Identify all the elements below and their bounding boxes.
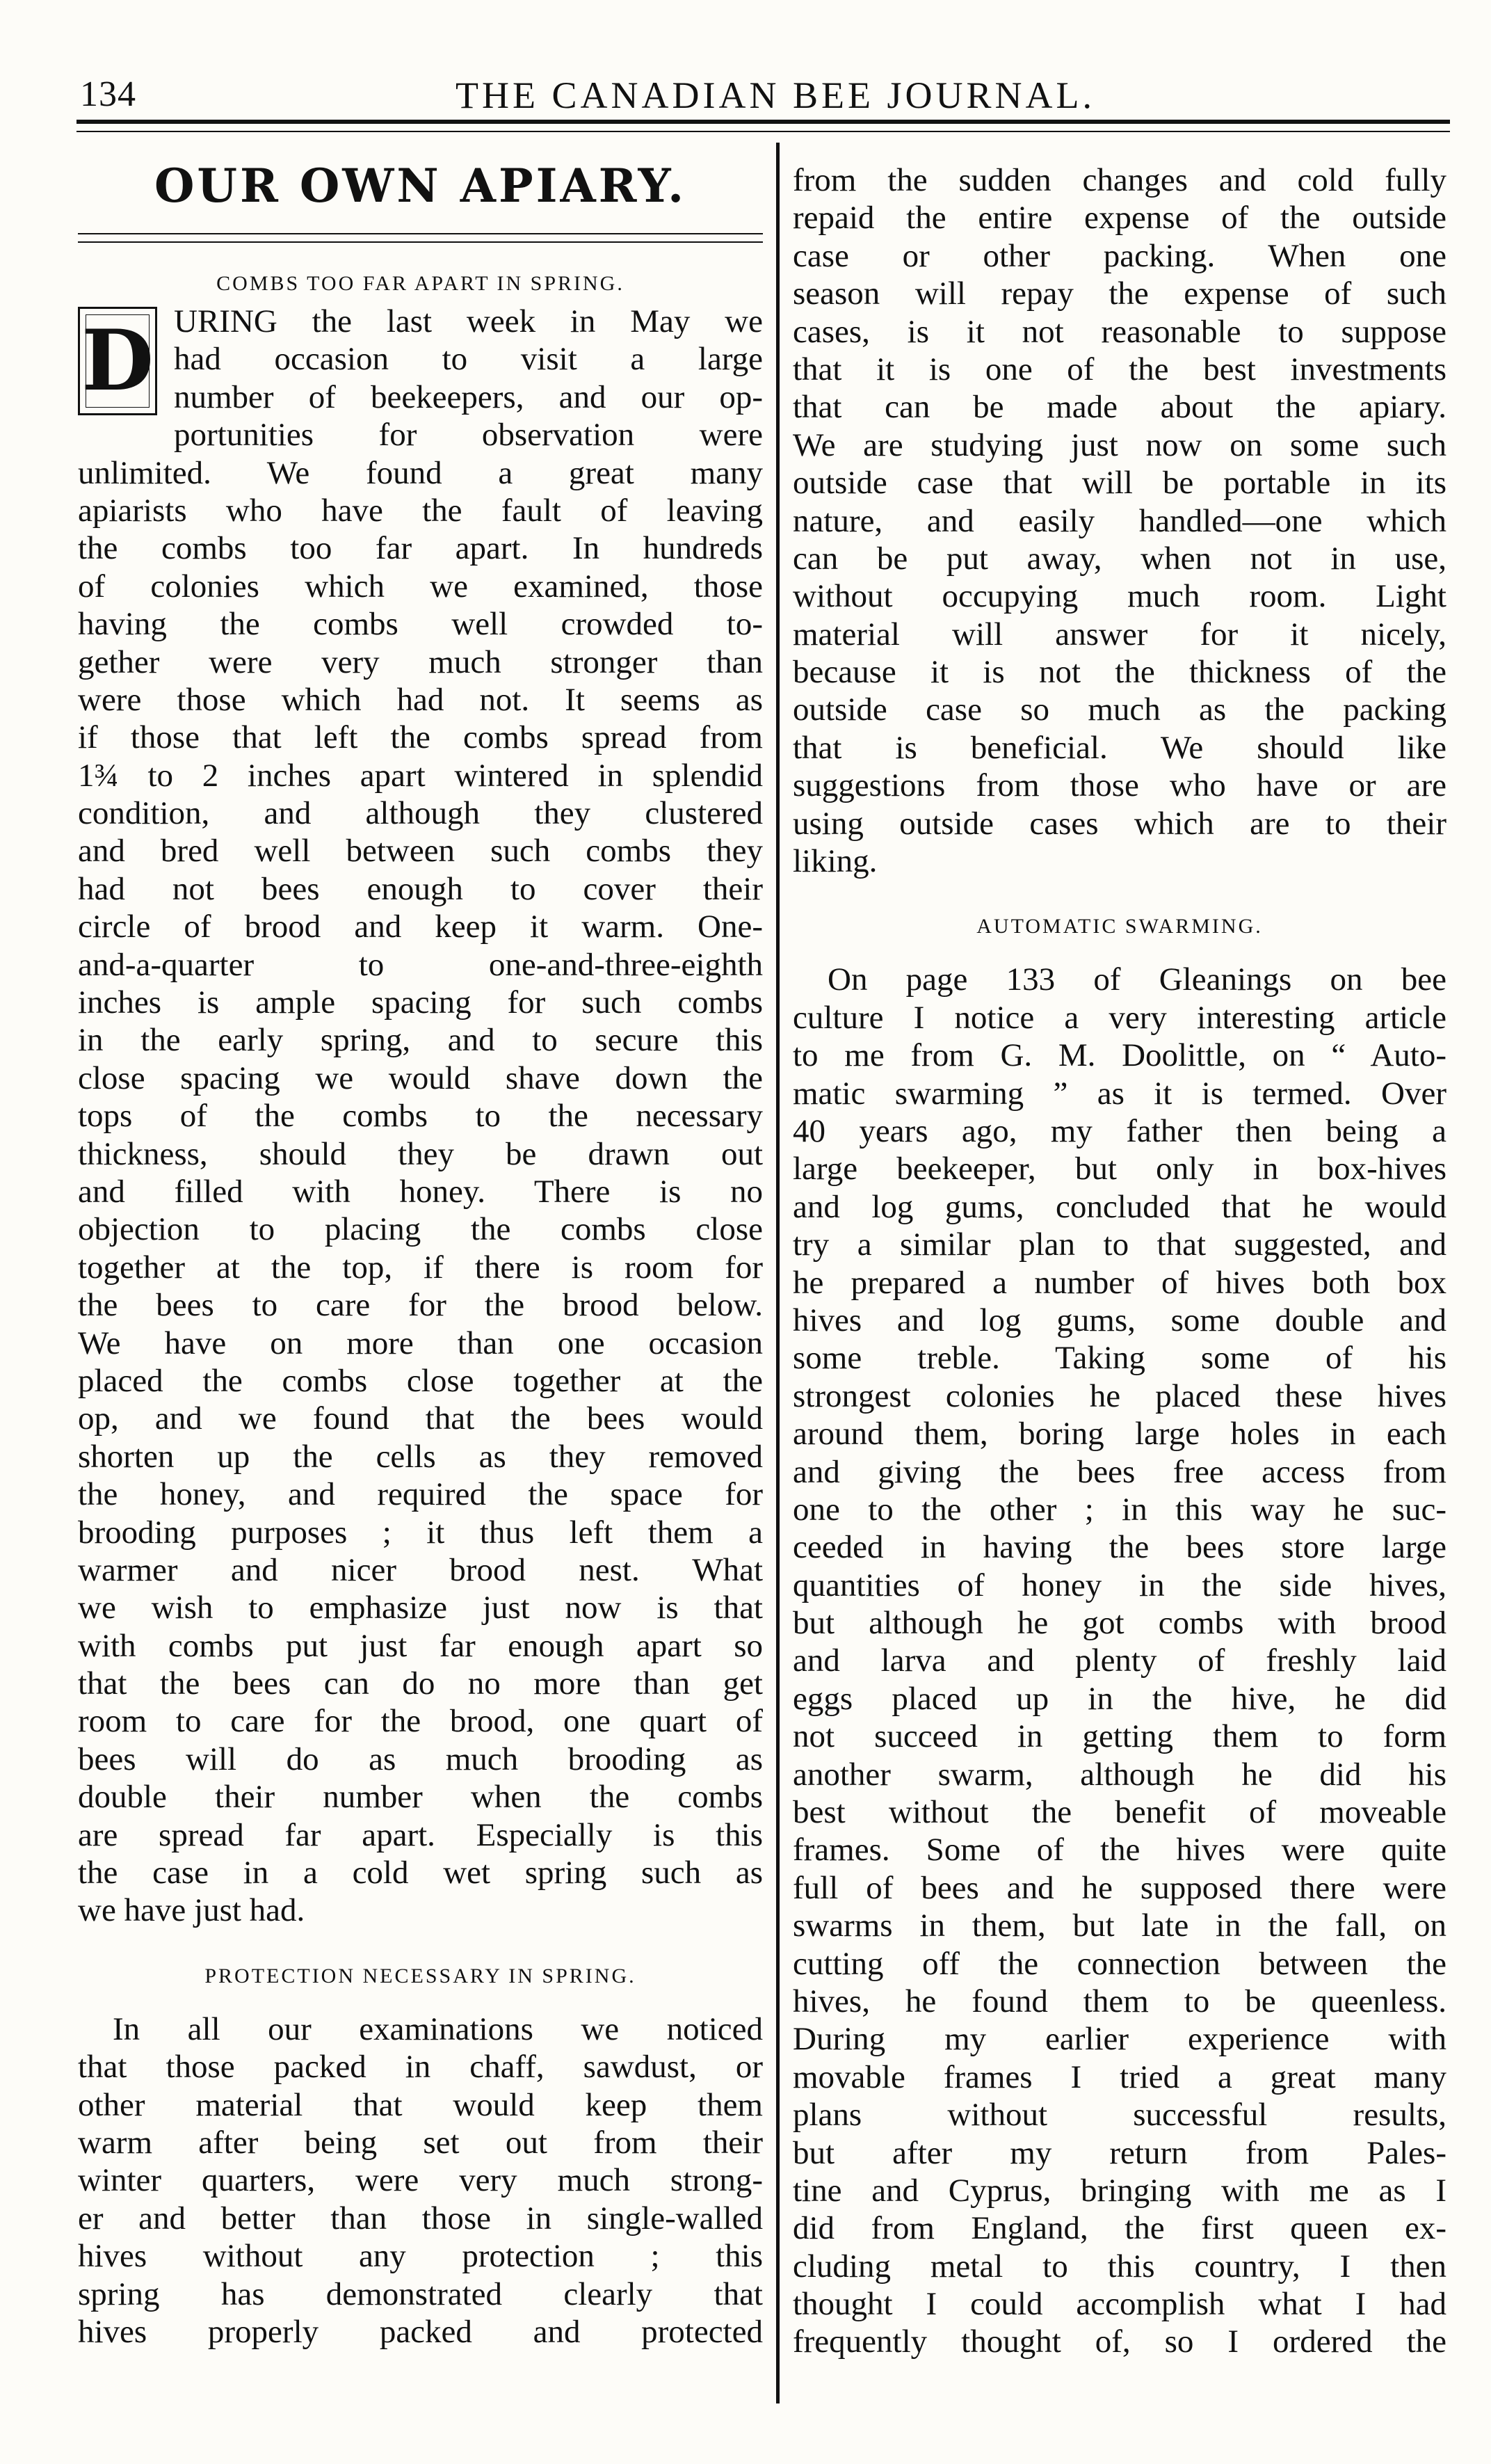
text-line: and-a-quarter to one-and-three-eighth xyxy=(78,946,763,983)
text-line: gether were very much stronger than xyxy=(78,643,763,680)
right-column xyxy=(793,161,1446,2361)
text-line: ceeded in having the bees store large xyxy=(793,1529,1446,1566)
text-line: movable frames I tried a great many xyxy=(793,2058,1446,2095)
text-line: are spread far apart. Especially is this xyxy=(78,1816,763,1853)
text-line: hives, he found them to be queenless. xyxy=(793,1983,1446,2019)
text-line: brooding purposes ; it thus left them a xyxy=(78,1514,763,1551)
text-line: During my earlier experience with xyxy=(793,2021,1446,2058)
text-line: 40 years ago, my father then being a xyxy=(793,1112,1446,1149)
text-line: unlimited. We found a great many xyxy=(78,454,763,491)
text-line: that it is one of the best investments xyxy=(793,351,1446,387)
text-line: we have just had. xyxy=(78,1892,305,1929)
text-line: tine and Cyprus, bringing with me as I xyxy=(793,2172,1446,2209)
text-line: bees will do as much brooding as xyxy=(78,1741,763,1777)
text-line: hives and log gums, some double and xyxy=(793,1302,1446,1338)
text-line: were those which had not. It seems as xyxy=(78,681,763,718)
text-line: winter quarters, were very much strong- xyxy=(78,2162,763,2199)
text-line: that the bees can do no more than get xyxy=(78,1665,763,1702)
text-line: without occupying much room. Light xyxy=(793,578,1446,615)
text-line: in the early spring, and to secure this xyxy=(78,1022,763,1059)
paragraph-automatic-swarming xyxy=(793,961,1446,2360)
text-line: strongest colonies he placed these hives xyxy=(793,1377,1446,1414)
page-number: 134 xyxy=(80,74,136,114)
text-line: warmer and nicer brood nest. What xyxy=(78,1551,763,1588)
text-line: not succeed in getting them to form xyxy=(793,1718,1446,1755)
section-title-rule xyxy=(78,233,763,243)
header-rule-thin xyxy=(76,131,1450,132)
text-line: condition, and although they clustered xyxy=(78,795,763,832)
text-line: that those packed in chaff, sawdust, or xyxy=(78,2049,763,2086)
text-line: inches is ample spacing for such combs xyxy=(78,984,763,1021)
text-line: case or other packing. When one xyxy=(793,237,1446,274)
text-line: together at the top, if there is room for xyxy=(78,1249,763,1286)
text-line: had occasion to visit a large xyxy=(174,341,763,378)
text-line: and log gums, concluded that he would xyxy=(793,1188,1446,1225)
text-line: other material that would keep them xyxy=(78,2086,763,2123)
column-divider xyxy=(776,143,780,2403)
text-line: number of beekeepers, and our op- xyxy=(174,378,763,415)
text-line: frames. Some of the hives were quite xyxy=(793,1832,1446,1869)
text-line: the honey, and required the space for xyxy=(78,1476,763,1513)
text-line: we wish to emphasize just now is that xyxy=(78,1590,763,1626)
text-line: had not bees enough to cover their xyxy=(78,870,763,907)
paragraph-outside-case xyxy=(793,161,1446,880)
text-line: plans without successful results, xyxy=(793,2097,1446,2134)
section-title: OUR OWN APIARY. xyxy=(154,159,687,213)
dropcap-lines xyxy=(78,303,763,454)
text-line: warm after being set out from their xyxy=(78,2124,763,2161)
text-line: another swarm, although he did his xyxy=(793,1756,1446,1793)
text-line: hives without any protection ; this xyxy=(78,2238,763,2275)
text-line: using outside cases which are to their xyxy=(793,805,1446,842)
text-line: one to the other ; in this way he suc- xyxy=(793,1491,1446,1528)
text-line: try a similar plan to that suggested, and xyxy=(793,1226,1446,1263)
text-line: shorten up the cells as they removed xyxy=(78,1438,763,1475)
text-line: On page 133 of Gleanings on bee xyxy=(828,961,1446,998)
text-line: but after my return from Pales- xyxy=(793,2134,1446,2171)
subhead-combs-too-far-apart: COMBS TOO FAR APART IN SPRING. xyxy=(216,272,624,295)
text-line: repaid the entire expense of the outside xyxy=(793,200,1446,237)
drop-cap-frame xyxy=(86,314,150,408)
text-line: that can be made about the apiary. xyxy=(793,389,1446,426)
text-line: having the combs well crowded to- xyxy=(78,606,763,643)
text-line: circle of brood and keep it warm. One- xyxy=(78,909,763,945)
text-line: apiarists who have the fault of leaving xyxy=(78,492,763,529)
text-line: suggestions from those who have or are xyxy=(793,767,1446,804)
subhead-automatic-swarming: AUTOMATIC SWARMING. xyxy=(976,915,1263,938)
paragraph-lines xyxy=(78,454,763,1930)
text-line: some treble. Taking some of his xyxy=(793,1340,1446,1377)
text-line: er and better than those in single-walled xyxy=(78,2200,763,2237)
text-line: swarms in them, but late in the fall, on xyxy=(793,1907,1446,1944)
text-line: We are studying just now on some such xyxy=(793,426,1446,463)
text-line: and giving the bees free access from xyxy=(793,1453,1446,1490)
text-line: with combs put just far enough apart so xyxy=(78,1627,763,1664)
text-line: if those that left the combs spread from xyxy=(78,719,763,756)
paragraph-combs xyxy=(78,303,763,1930)
text-line: outside case that will be portable in its xyxy=(793,465,1446,502)
header-rule-thick xyxy=(76,120,1450,124)
text-line: tops of the combs to the necessary xyxy=(78,1098,763,1135)
text-line: placed the combs close together at the xyxy=(78,1362,763,1399)
text-line: cluding metal to this country, I then xyxy=(793,2248,1446,2285)
text-line: the bees to care for the brood below. xyxy=(78,1287,763,1324)
drop-cap xyxy=(78,307,157,415)
text-line: hives properly packed and protected xyxy=(78,2313,763,2350)
text-line: and filled with honey. There is no xyxy=(78,1173,763,1210)
subhead-protection: PROTECTION NECESSARY IN SPRING. xyxy=(204,1964,636,1987)
text-line: frequently thought of, so I ordered the xyxy=(793,2323,1446,2360)
text-line: and bred well between such combs they xyxy=(78,833,763,870)
text-line: double their number when the combs xyxy=(78,1779,763,1816)
text-line: because it is not the thickness of the xyxy=(793,654,1446,691)
text-line: he prepared a number of hives both box xyxy=(793,1264,1446,1301)
text-line: nature, and easily handled—one which xyxy=(793,502,1446,539)
text-line: did from England, the first queen ex- xyxy=(793,2210,1446,2247)
text-line: thought I could accomplish what I had xyxy=(793,2286,1446,2323)
text-line: cutting off the connection between the xyxy=(793,1945,1446,1982)
text-line: season will repay the expense of such xyxy=(793,275,1446,312)
text-line: thickness, should they be drawn out xyxy=(78,1135,763,1172)
text-line: the combs too far apart. In hundreds xyxy=(78,530,763,567)
text-line: can be put away, when not in use, xyxy=(793,540,1446,577)
text-line: eggs placed up in the hive, he did xyxy=(793,1680,1446,1717)
text-line: matic swarming ” as it is termed. Over xyxy=(793,1075,1446,1112)
text-line: and larva and plenty of freshly laid xyxy=(793,1642,1446,1679)
drop-cap-letter: D xyxy=(81,312,154,410)
text-line: to me from G. M. Doolittle, on “ Auto- xyxy=(793,1037,1446,1074)
text-line: cases, is it not reasonable to suppose xyxy=(793,313,1446,350)
text-line: best without the benefit of moveable xyxy=(793,1794,1446,1831)
text-line: op, and we found that the bees would xyxy=(78,1400,763,1437)
text-line: objection to placing the combs close xyxy=(78,1211,763,1248)
journal-title: THE CANADIAN BEE JOURNAL. xyxy=(456,74,1095,116)
text-line: the case in a cold wet spring such as xyxy=(78,1855,763,1891)
text-line: close spacing we would shave down the xyxy=(78,1059,763,1096)
paragraph-protection xyxy=(78,2010,763,2351)
text-line: culture I notice a very interesting article xyxy=(793,999,1446,1036)
text-line: spring has demonstrated clearly that xyxy=(78,2275,763,2312)
text-line: quantities of honey in the side hives, xyxy=(793,1567,1446,1603)
text-line: of colonies which we examined, those xyxy=(78,568,763,605)
text-line: material will answer for it nicely, xyxy=(793,616,1446,653)
text-line: liking. xyxy=(793,843,878,880)
text-line: 1¾ to 2 inches apart wintered in splendid xyxy=(78,757,763,794)
text-line: large beekeeper, but only in box-hives xyxy=(793,1151,1446,1187)
left-column xyxy=(78,150,763,2351)
text-line: from the sudden changes and cold fully xyxy=(793,162,1446,198)
text-line: room to care for the brood, one quart of xyxy=(78,1703,763,1740)
text-line: that is beneficial. We should like xyxy=(793,729,1446,766)
text-line: We have on more than one occasion xyxy=(78,1325,763,1361)
text-line: but although he got combs with brood xyxy=(793,1605,1446,1642)
text-line: around them, boring large holes in each xyxy=(793,1416,1446,1453)
running-head xyxy=(80,70,1450,125)
text-line: URING the last week in May we xyxy=(174,303,763,339)
text-line: In all our examinations we noticed xyxy=(113,2010,763,2047)
text-line: portunities for observation were xyxy=(174,417,763,454)
text-line: full of bees and he supposed there were xyxy=(793,1869,1446,1906)
text-line: outside case so much as the packing xyxy=(793,691,1446,728)
